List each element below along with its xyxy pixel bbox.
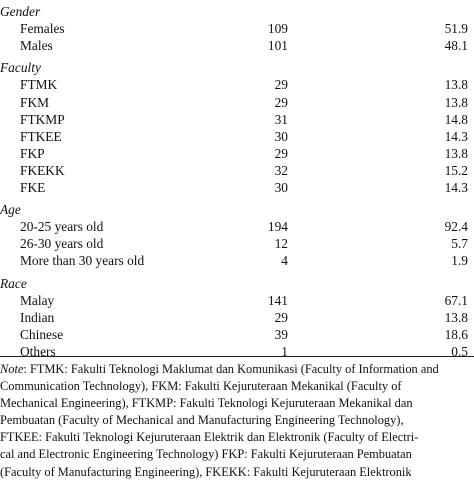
table-note [0,361,474,481]
row-percent: 13.8 [444,77,468,93]
row-count: 31 [274,111,288,127]
row-label: FKM [20,94,50,110]
note-prefix: Note [0,362,24,376]
section-heading-label: Faculty [0,60,41,76]
row-percent: 48.1 [444,38,468,54]
table-row [0,20,474,37]
table-row [0,343,474,360]
section-heading-label: Race [0,275,27,291]
row-label: Indian [20,309,55,325]
row-percent: 14.3 [444,128,468,144]
row-label: Others [20,343,56,359]
row-count: 101 [267,38,288,54]
note-line: cal and Electronic Engineering Technology) FKP: Fakulti Kejuruteraan Pembuatan [0,447,412,462]
table-row [0,162,474,179]
row-percent: 51.9 [444,21,468,37]
row-percent: 18.6 [444,326,468,342]
note-line: Mechanical Engineering), FTKMP: Fakulti Teknologi Kejuruteraan Mekanikal dan [0,396,413,411]
row-label: FTMK [20,77,58,93]
table-row [0,94,474,111]
table-row [0,37,474,54]
row-count: 30 [274,128,288,144]
row-count: 4 [281,253,288,269]
row-label: FTKEE [20,128,62,144]
row-label: 26-30 years old [20,236,104,252]
row-percent: 5.7 [451,236,468,252]
table-row [0,128,474,145]
row-label: Malay [20,292,55,308]
table-row [0,309,474,326]
section-heading [0,59,474,76]
table-row [0,292,474,309]
row-percent: 92.4 [444,219,468,235]
note-line: (Faculty of Manufacturing Engineering), FKEKK: Fakulti Kejuruteraan Elektronik [0,464,412,479]
row-percent: 67.1 [444,292,468,308]
table-bottom-rule [0,356,474,357]
note-line: FTKEE: Fakulti Teknologi Kejuruteraan Elektrik dan Elektronik (Faculty of Electri- [0,430,419,445]
note-line: Pembuatan (Faculty of Mechanical and Manufacturing Engineering Technology), [0,413,404,428]
row-label: Chinese [20,326,64,342]
row-percent: 0.5 [451,343,468,359]
note-line-text: : FTMK: Fakulti Teknologi Maklumat dan Komunikasi (Faculty of Information and [23,362,439,376]
row-label: FTKMP [20,111,65,127]
row-percent: 13.8 [444,309,468,325]
row-percent: 13.8 [444,145,468,161]
row-count: 32 [274,162,288,178]
row-count: 29 [274,77,288,93]
row-count: 39 [274,326,288,342]
section-heading [0,201,474,218]
row-label: FKE [20,180,46,195]
table-row [0,76,474,93]
row-label: FKEKK [20,162,65,178]
row-count: 109 [267,21,288,37]
row-label: 20-25 years old [20,219,104,235]
row-label: FKP [20,145,45,161]
row-percent: 14.3 [444,180,468,195]
table-row [0,252,474,269]
row-count: 194 [267,219,288,235]
row-count: 30 [274,180,288,195]
row-count: 29 [274,94,288,110]
note-line [0,361,474,378]
note-line: Communication Technology), FKM: Fakulti Kejuruteraan Mekanikal (Faculty of [0,379,402,394]
row-label: More than 30 years old [20,253,145,269]
row-count: 29 [274,145,288,161]
section-heading-label: Age [0,202,21,218]
row-label: Males [20,38,53,54]
table-row [0,326,474,343]
table-row [0,111,474,128]
table-row [0,235,474,252]
row-count: 12 [274,236,288,252]
row-label: Females [20,21,65,37]
section-heading-label: Gender [0,4,41,19]
row-percent: 14.8 [444,111,468,127]
section-heading [0,3,474,20]
row-percent: 13.8 [444,94,468,110]
table-row [0,145,474,162]
row-percent: 15.2 [444,162,468,178]
row-count: 141 [267,292,288,308]
section-heading [0,275,474,292]
row-percent: 1.9 [451,253,468,269]
table-row [0,218,474,235]
table-row [0,179,474,196]
row-count: 1 [281,343,288,359]
row-count: 29 [274,309,288,325]
